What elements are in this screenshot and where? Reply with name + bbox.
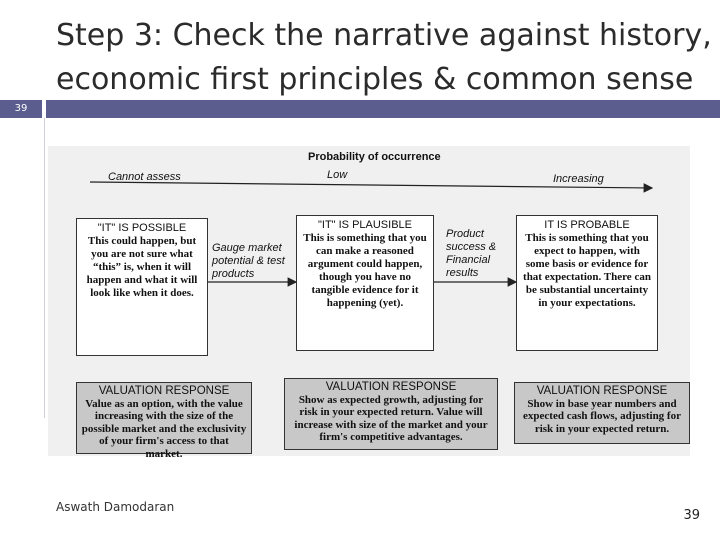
plausible-box: [296, 215, 434, 351]
valuation-plausible-heading: VALUATION RESPONSE: [325, 381, 457, 393]
probability-title: Probability of occurrence: [308, 151, 441, 163]
valuation-response-probable: [514, 382, 690, 444]
plausible-body: This is something that you can make a reasoned argument could happen, though you have no tangible evidence for it happening (yet).: [303, 232, 427, 309]
possible-box: [76, 218, 208, 356]
valuation-probable-body: Show in base year numbers and expected cash flows, adjusting for risk in your expected return.: [523, 397, 681, 435]
transition-label-2: Product success & Financial results: [446, 228, 497, 279]
transition-label-1: Gauge market potential & test products: [212, 242, 285, 280]
valuation-response-possible: [76, 382, 252, 460]
slide-title-line-2: economic first principles & common sense: [56, 62, 694, 97]
footer-author: Aswath Damodaran: [56, 500, 175, 514]
probable-heading: IT IS PROBABLE: [544, 219, 630, 231]
valuation-possible-heading: VALUATION RESPONSE: [98, 385, 230, 397]
page-number: 39: [683, 508, 700, 523]
scale-label-increasing: Increasing: [553, 173, 604, 185]
possible-heading: "IT" IS POSSIBLE: [97, 222, 187, 234]
probable-body: This is something that you expect to happen, with some basis or evidence for that expectation. There can be substantial uncertainty in your expectations.: [523, 232, 651, 309]
scale-label-cannot-assess: Cannot assess: [108, 171, 181, 183]
slide-number-tab: 39: [0, 100, 42, 118]
plausible-heading: "IT" IS PLAUSIBLE: [317, 219, 412, 231]
scale-label-low: Low: [327, 169, 348, 181]
probable-box: [516, 215, 658, 351]
possible-body: This could happen, but you are not sure what “this” is, when it will happen and what it will look like when it does.: [86, 235, 198, 299]
slide-title-line-1: Step 3: Check the narrative against history,: [56, 18, 712, 53]
valuation-probable-heading: VALUATION RESPONSE: [536, 385, 668, 397]
valuation-possible-body: Value as an option, with the value increasing with the size of the possible market and the exclusivity of your firm's access to that market.: [81, 397, 247, 460]
valuation-plausible-body: Show as expected growth, adjusting for risk in your expected return. Value will increase with size of the market and your firm's competitive advantages.: [294, 393, 488, 443]
valuation-response-plausible: [284, 378, 498, 450]
